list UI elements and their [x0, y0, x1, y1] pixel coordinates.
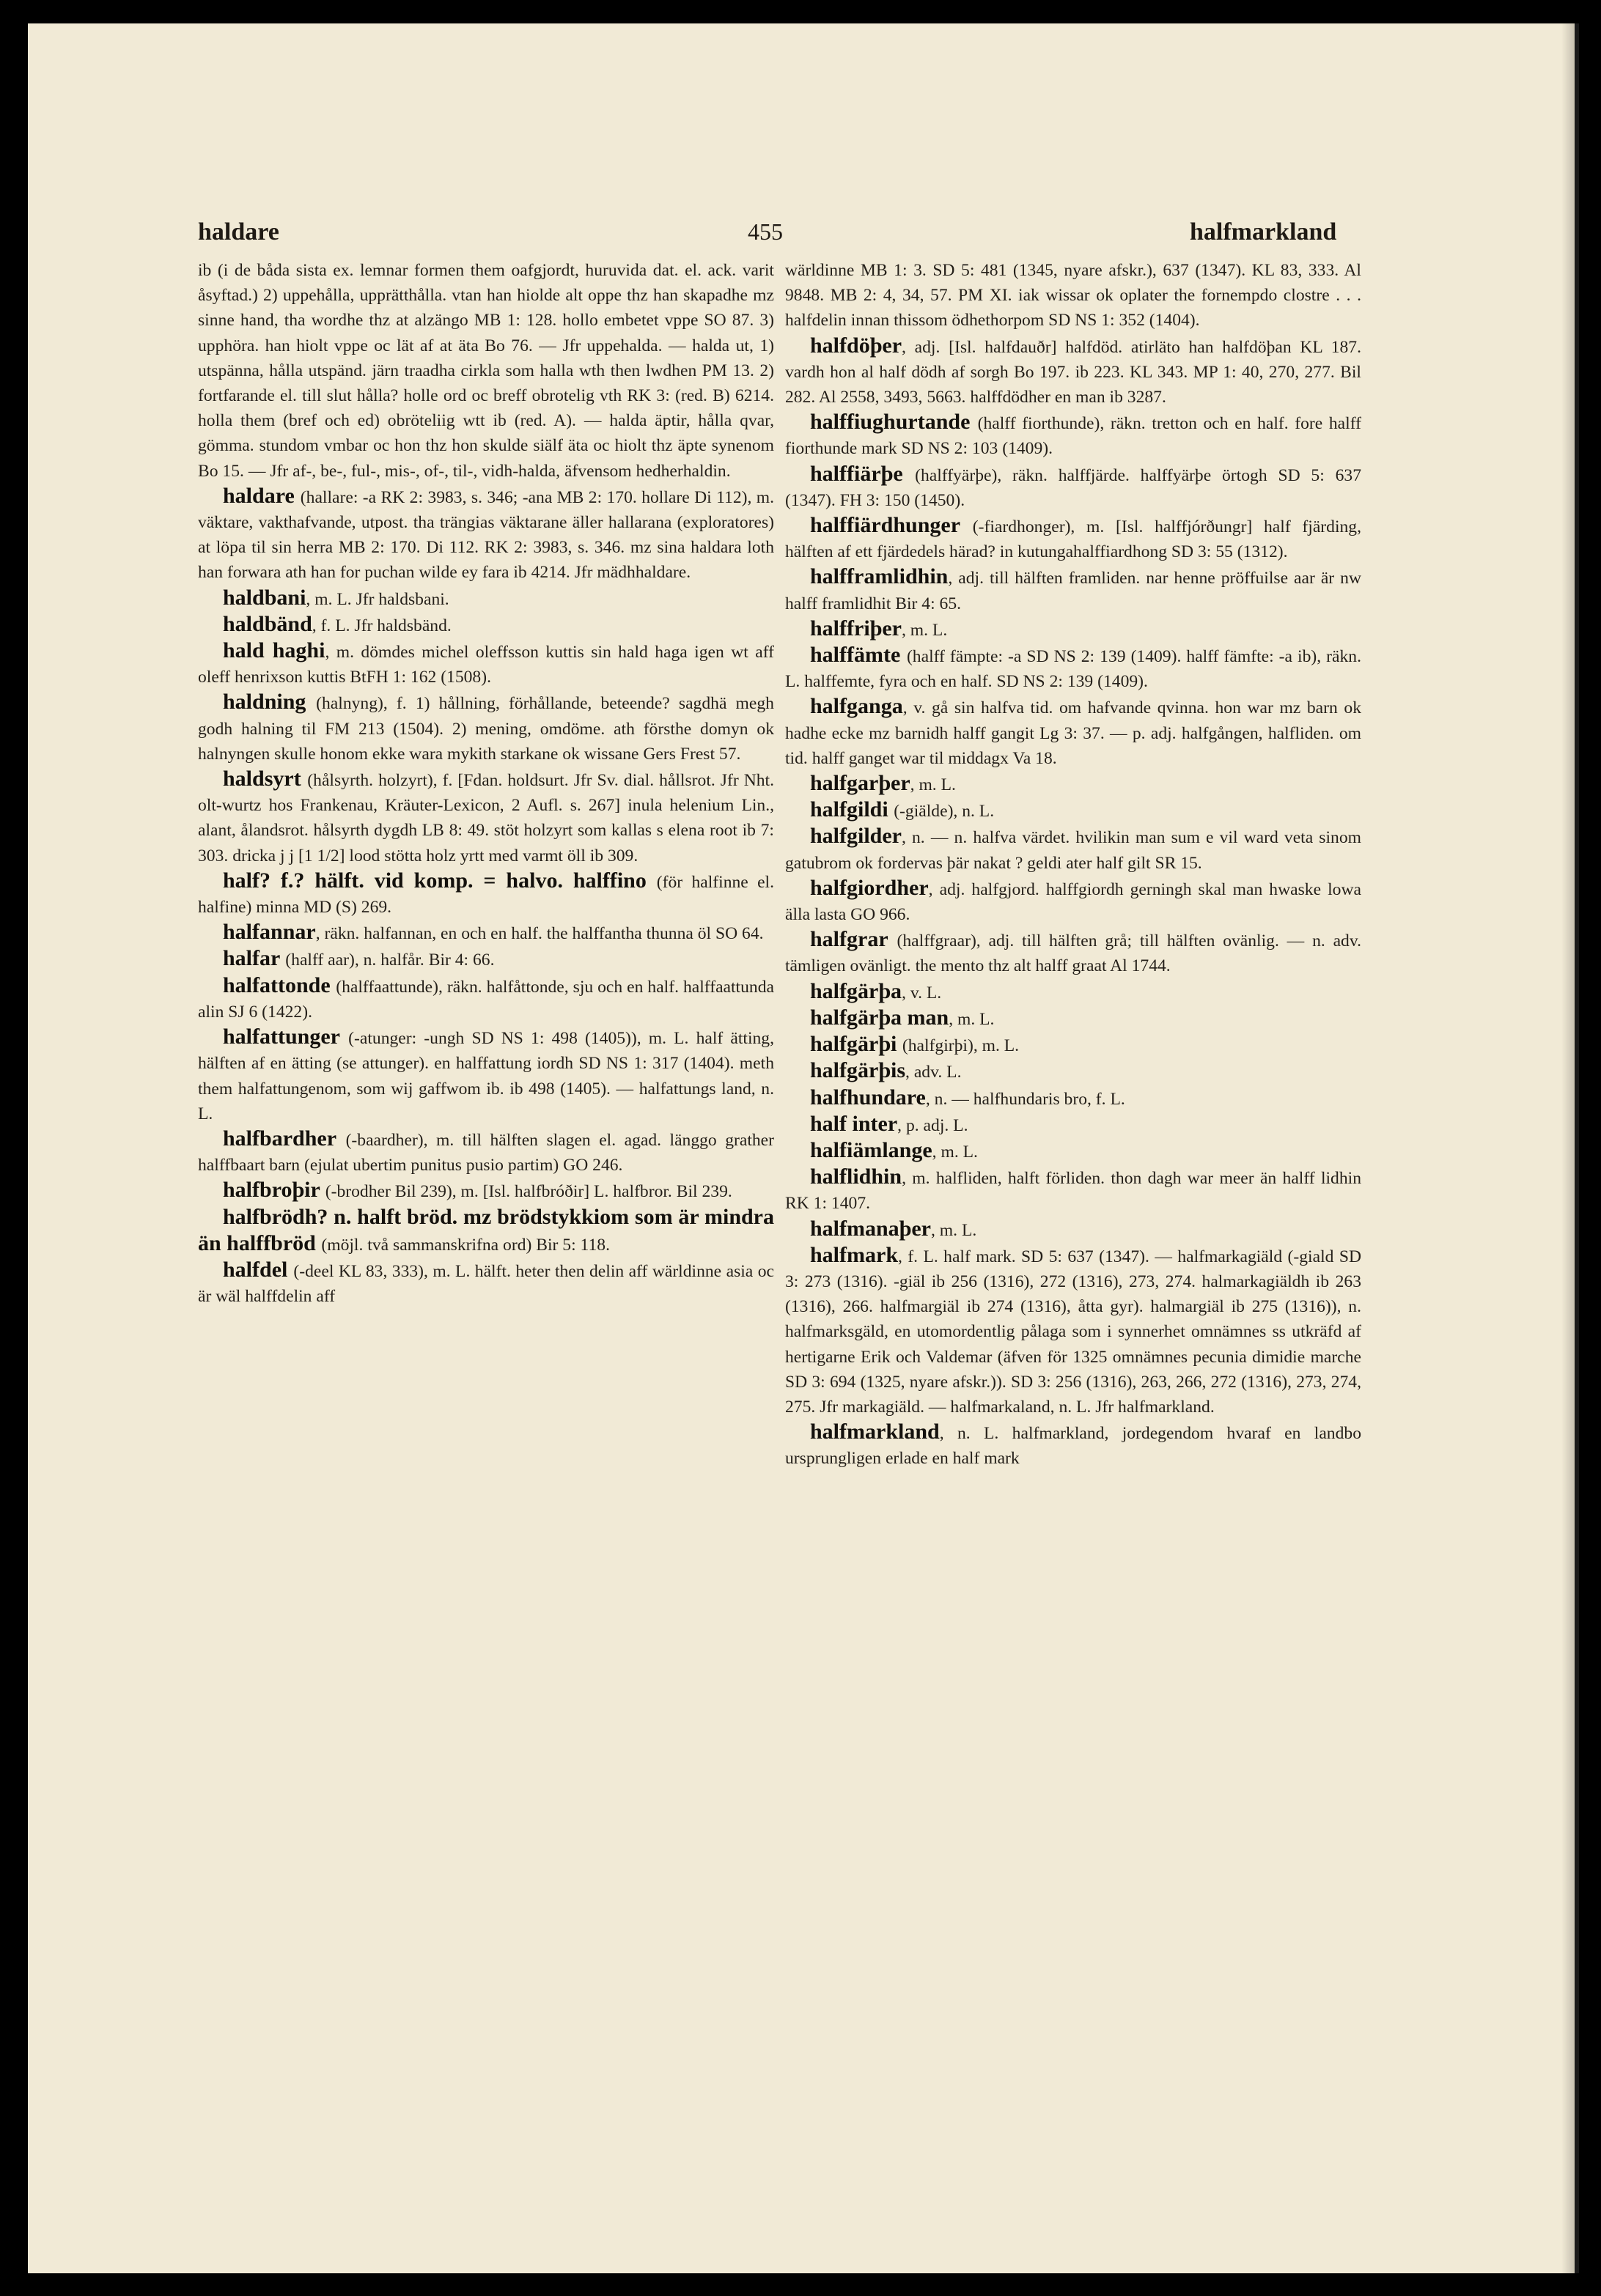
entry-body: , v. L.	[902, 983, 942, 1003]
dictionary-entry	[198, 946, 774, 972]
dictionary-entry	[785, 333, 1361, 410]
headword: halfgärþi	[810, 1032, 902, 1057]
entry-body: (halffgraar), adj. till hälften grå; till hälften ovänlig. — n. adv. tämligen ovänligt. the mento thz alt halff graat Al 1744.	[785, 931, 1361, 976]
entry-body: (halffyärþe), räkn. halffjärde. halffyärþe örtogh SD 5: 637 (1347). FH 3: 150 (1450).	[785, 465, 1362, 510]
entry-body: , n. — halfhundaris bro, f. L.	[925, 1089, 1125, 1109]
dictionary-entry: wärldinne MB 1: 3. SD 5: 481 (1345, nyare afskr.), 637 (1347). KL 83, 333. Al 9848. MB 2: 4, 34, 57. PM XI. iak wissar ok oplater the fornempdo clostre . . . halfdelin innan thissom ödhethorpom SD NS 1: 352 (1404).	[785, 261, 1361, 331]
entry-body: , m. L. Jfr haldsbani.	[306, 589, 449, 609]
headword: halffämte	[810, 643, 907, 668]
entry-body: (hallare: -a RK 2: 3983, s. 346; -ana MB 2: 170. hollare Di 112), m. väktare, vakthafvande, utpost. tha trängias väktarane äller hallarana (exploratores) at löpa til sin herra MB 2: 170. Di 112. RK 2: 3983, s. 346. mz sina haldara loth han forwara ath han for puchan wilde ey fara ib 4214. Jfr mädhhaldare.	[198, 487, 775, 583]
page-edge-shadow	[1561, 23, 1575, 2273]
dictionary-entry	[198, 920, 774, 946]
headword: halfattunger	[223, 1025, 349, 1049]
dictionary-entry	[198, 1025, 774, 1126]
headword: halfar	[223, 946, 286, 971]
headword: halfbardher	[223, 1126, 346, 1151]
headword: halflidhin	[810, 1164, 902, 1189]
dictionary-entry	[785, 1420, 1361, 1471]
entry-body: , adj. till hälften framliden. nar henne pröffuilse aar är nw halff framlidhit Bir 4: 65.	[785, 569, 1361, 613]
dictionary-entry	[198, 638, 774, 690]
entry-body: , n. L. halfmarkland, jordegendom hvaraf en landbo ursprungligen erlade en half mark	[785, 1424, 1361, 1469]
entry-body: , adj. halfgjord. halffgiordh gerningh skal man hwaske lowa älla lasta GO 966.	[785, 879, 1361, 925]
headword: halfdel	[223, 1257, 294, 1282]
entry-body: (halff fämpte: -a SD NS 2: 139 (1409). halff fämfte: -a ib), räkn. L. halffemte, fyra och en half. SD NS 2: 139 (1409).	[785, 647, 1362, 692]
dictionary-entry	[198, 1258, 774, 1309]
headword: halfgiordher	[810, 875, 929, 900]
entry-body: , m. L.	[932, 1142, 978, 1162]
dictionary-entry	[785, 1138, 1361, 1164]
dictionary-entry	[785, 824, 1361, 875]
dictionary-entry	[785, 1243, 1361, 1420]
dictionary-entry	[198, 1205, 774, 1258]
dictionary-entry	[785, 694, 1361, 771]
headword: halfattonde	[223, 972, 336, 997]
dictionary-entry	[198, 973, 774, 1025]
entry-body: (-brodher Bil 239), m. [Isl. halfbróðir] L. halfbror. Bil 239.	[325, 1182, 732, 1202]
entry-body: (halnyng), f. 1) hållning, förhållande, beteende? sagdhä megh godh halning til FM 213 (1504). 2) mening, omdöme. ath försthe domyn ok halnyngen skulle honom ekke wara mykith starkane ok wissane Gers Frest 57.	[198, 694, 774, 764]
entry-body: , f. L. Jfr haldsbänd.	[312, 616, 452, 635]
headword: haldsyrt	[223, 767, 308, 791]
headword: halffriþer	[810, 616, 902, 641]
dictionary-entry: ib (i de båda sista ex. lemnar formen them oafgjordt, huruvida dat. el. ack. varit åsyftad.) 2) uppehålla, upprätthålla. vtan han hiolde alt oppe thz han skapadhe mz sinne hand, tha wordhe thz at alzängo MB 1: 128. hollo embetet vppe SO 87. 3) upphöra. han hiolt vppe oc lät af at äta Bo 76. — Jfr uppehalda. — halda ut, 1) utspänna, hålla utspänd. järn traadha cirkla som halla wth then lwdhen PM 13. 2) fortfarande el. till slut hålla? holle ord oc breff obrotelig vth RK 3: (red. B) 6214. holla them (bref och ed) obröteliig wtt ib (red. A). — halda äptir, hålla qvar, gömma. stundom vmbar oc hon thz hon skulde siälf äta oc hiolt thz äpte synenom Bo 15. — Jfr af-, be-, ful-, mis-, of-, til-, vidh-halda, äfvensom hedherhaldin.	[198, 261, 774, 481]
headword: halfbroþir	[223, 1178, 325, 1203]
dictionary-entry	[785, 462, 1361, 513]
dictionary-entry	[785, 410, 1361, 461]
headword: haldare	[223, 483, 301, 508]
dictionary-entry	[198, 1126, 774, 1178]
dictionary-entry	[785, 876, 1361, 927]
running-head-left: haldare	[198, 218, 279, 246]
headword: hald haghi	[223, 638, 325, 663]
page-number: 455	[748, 218, 783, 245]
headword: haldning	[223, 690, 317, 715]
entry-body: , adv. L.	[905, 1063, 962, 1082]
dictionary-entry	[785, 979, 1361, 1005]
headword: halfgärþis	[810, 1058, 906, 1083]
dictionary-entry	[198, 1178, 774, 1204]
entry-body: (-baardher), m. till hälften slagen el. agad. länggo grather halffbaart barn (ejulat ubertim punitus pusio partim) GO 246.	[198, 1130, 775, 1175]
entry-body: (halff fiorthunde), räkn. tretton och en half. fore halff fiorthunde mark SD NS 2: 103 (1409).	[785, 414, 1361, 459]
dictionary-entry	[785, 616, 1361, 643]
entry-body: , f. L. half mark. SD 5: 637 (1347). — halfmarkagiäld (-giald SD 3: 273 (1316). -giäl ib 256 (1316), 272 (1316), 273, 274. halmarkagiäldh ib 263 (1316), 266. halfmargiäl ib 274 (1316), åtta gyr). halmargiäl ib 275 (1316)), n. halfmarksgäld, en utomordentlig pålaga som i synnerhet omnämnes ss utkräfd af hertigarne Erik och Valdemar (äfven för 1325 omnämnes pecunia dimidie marche SD 3: 694 (1325, nyare afskr.)). SD 3: 256 (1316), 263, 266, 272 (1316), 273, 274, 275. Jfr markagiäld. — halfmarkaland, n. L. Jfr halfmarkland.	[785, 1247, 1361, 1417]
headword: halfannar	[223, 920, 316, 945]
headword: halffiärþe	[810, 461, 916, 486]
entry-body: , räkn. halfannan, en och en half. the halffantha thunna öl SO 64.	[315, 924, 764, 944]
headword: halfgilder	[810, 824, 902, 849]
headword: halfganga	[810, 694, 903, 719]
dictionary-page	[28, 23, 1579, 2273]
dictionary-entry	[785, 771, 1361, 797]
entry-body: , m. L.	[901, 620, 948, 640]
headword: halfiämlange	[810, 1137, 932, 1162]
entry-body: , m. dömdes michel oleffsson kuttis sin hald haga igen wt aff oleff henrixson kuttis BtFH 1: 162 (1508).	[198, 643, 774, 687]
entry-body: (-deel KL 83, 333), m. L. hälft. heter then delin aff wärldinne asia oc är wäl halffdelin aff	[198, 1261, 774, 1307]
entry-body: , v. gå sin halfva tid. om hafvande qvinna. hon war mz barn ok hadhe ecke mz barnidh halff gangit Lg 3: 37. — p. adj. halfgången, halfliden. om tid. halff ganget war til middagx Va 18.	[785, 698, 1361, 768]
headword: half? f.? hälft. vid komp. = halvo. halffino	[223, 868, 657, 893]
headword: halfbrödh? n. halft bröd. mz brödstykkiom som är mindra än halffbröd	[198, 1204, 774, 1255]
headword: half inter	[810, 1111, 898, 1136]
headword: halffiärdhunger	[810, 513, 973, 538]
headword: halfmarkland	[810, 1420, 940, 1444]
left-column	[198, 258, 774, 1309]
headword: haldbani	[223, 585, 306, 610]
headword: halfgarþer	[810, 771, 910, 796]
entry-body: , n. — n. halfva värdet. hvilikin man sum e vil ward veta sinom gatubrom ok fordervas þär nakat ? geldi ater half gilt SR 15.	[785, 828, 1361, 873]
right-column	[785, 258, 1361, 1472]
dictionary-entry	[785, 1058, 1361, 1085]
dictionary-entry	[198, 484, 774, 586]
dictionary-entry	[785, 1164, 1361, 1216]
headword: halfdöþer	[810, 333, 902, 358]
entry-body: , m. halfliden, halft förliden. thon dagh war meer än halff lidhin RK 1: 1407.	[785, 1169, 1361, 1214]
dictionary-entry	[785, 513, 1361, 564]
dictionary-entry	[198, 612, 774, 638]
headword: halfgärþa	[810, 978, 902, 1003]
dictionary-entry	[785, 797, 1361, 824]
headword: halffiughurtande	[810, 410, 978, 435]
entry-body: , m. L.	[931, 1220, 977, 1240]
headword: halfgildi	[810, 797, 894, 822]
dictionary-entry	[785, 1112, 1361, 1138]
entry-body: (möjl. två sammanskrifna ord) Bir 5: 118.	[321, 1235, 610, 1255]
dictionary-entry	[198, 868, 774, 920]
entry-body: (för halfinne el. halfine) minna MD (S) 269.	[198, 872, 774, 918]
headword: haldbänd	[223, 611, 312, 636]
entry-body: (halffaattunde), räkn. halfåttonde, sju och en half. halffaattunda alin SJ 6 (1422).	[198, 977, 774, 1022]
dictionary-entry	[785, 927, 1361, 978]
headword: halfhundare	[810, 1085, 926, 1110]
dictionary-entry	[198, 690, 774, 767]
entry-body: (hålsyrth. holzyrt), f. [Fdan. holdsurt. Jfr Sv. dial. hållsrot. Jfr Nht. olt-wurtz hos Frankenau, Kräuter-Lexicon, 2 Aufl. s. 267] inula helenium Lin., alant, ålandsrot. hålsyrth dygdh LB 8: 49. stöt holzyrt som kallas s elena root ib 7: 303. dricka j j [1 1/2] lood stötta holz yrtt med varmt öll ib 309.	[198, 771, 774, 865]
headword: halfgärþa man	[810, 1005, 949, 1030]
entry-body: , adj. [Isl. halfdauðr] halfdöd. atirläto han halfdöþan KL 187. vardh hon al half dödh af sorgh Bo 197. ib 223. KL 343. MP 1: 40, 270, 277. Bil 282. Al 2558, 3493, 5663. halffdödher en man ib 3287.	[785, 337, 1361, 407]
entry-body: (-fiardhonger), m. [Isl. halffjórðungr] half fjärding, hälften af ett fjärdedels härad? in kutungahalffiardhong SD 3: 55 (1312).	[785, 517, 1361, 562]
dictionary-entry	[198, 586, 774, 612]
dictionary-entry	[198, 767, 774, 868]
dictionary-entry	[785, 1085, 1361, 1112]
headword: halfmanaþer	[810, 1216, 931, 1241]
entry-body: , p. adj. L.	[897, 1115, 968, 1135]
headword: halfframlidhin	[810, 564, 949, 589]
dictionary-entry	[785, 1005, 1361, 1032]
running-head-right: halfmarkland	[1190, 218, 1337, 246]
entry-body: (-atunger: -ungh SD NS 1: 498 (1405)), m. L. half ätting, hälften af en ätting (se attunger). en halffattung iordh SD NS 1: 317 (1404). meth them halfattungenom, som wij gaffwom ib. ib 498 (1405). — halfattungs land, n. L.	[198, 1029, 774, 1123]
dictionary-entry	[785, 564, 1361, 616]
entry-body: , m. L.	[910, 775, 956, 795]
headword: halfgrar	[810, 927, 897, 952]
entry-body: (halff aar), n. halfår. Bir 4: 66.	[285, 950, 495, 970]
entry-body: (halfgirþi), m. L.	[902, 1036, 1020, 1056]
dictionary-entry	[785, 1217, 1361, 1243]
dictionary-entry	[785, 643, 1361, 694]
entry-body: , m. L.	[949, 1009, 995, 1029]
entry-body: (-giälde), n. L.	[894, 802, 995, 822]
headword: halfmark	[810, 1242, 898, 1267]
dictionary-entry	[785, 1032, 1361, 1058]
